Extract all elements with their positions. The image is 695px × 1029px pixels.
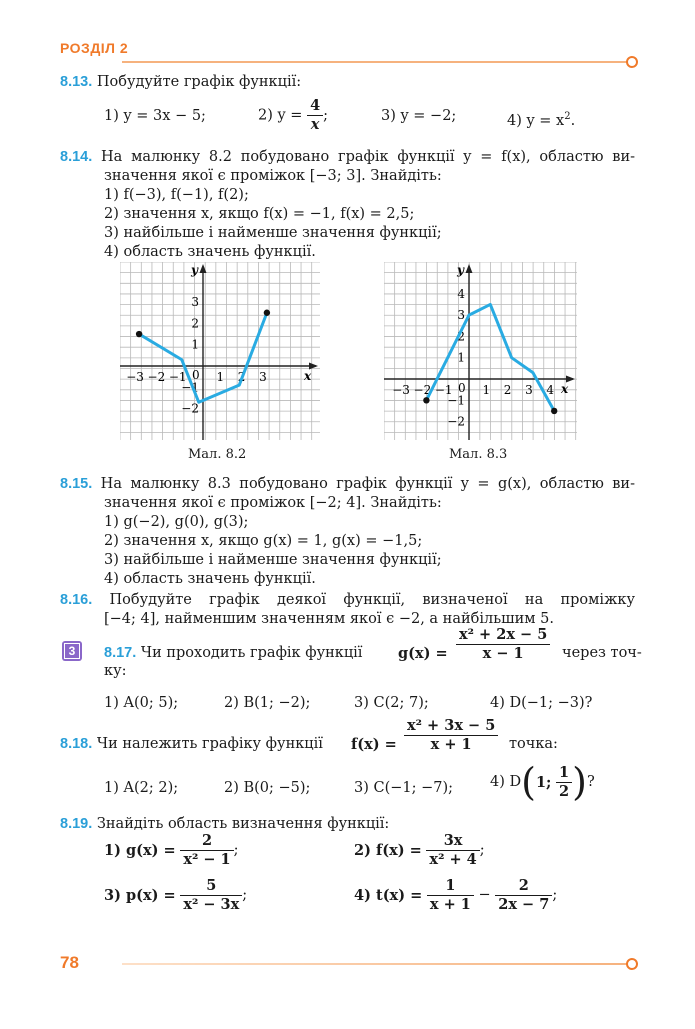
problem-number: 8.18. (60, 736, 93, 752)
y-tick-label: −2 (181, 401, 199, 416)
problem-8-14-task-2: 2) значення x, якщо f(x) = −1, f(x) = 2,5; (104, 206, 415, 222)
endpoint-dot (423, 397, 429, 403)
figure-caption-8-3: Мал. 8.3 (449, 447, 508, 462)
fraction-denominator: x + 1 (429, 896, 471, 913)
fraction-denominator: 2x − 7 (498, 896, 550, 913)
x-tick-label: −3 (392, 383, 410, 397)
header-dot-icon (626, 56, 638, 68)
x-axis-label: x (304, 369, 312, 383)
endpoint-dot (136, 331, 142, 337)
problem-8-14-task-1: 1) f(−3), f(−1), f(2); (104, 187, 249, 203)
y-arrow-icon (466, 264, 473, 273)
page-number: 78 (60, 953, 79, 972)
item-end: ; (552, 887, 558, 903)
problem-number: 8.19. (60, 816, 93, 832)
fraction (456, 626, 550, 663)
fraction (307, 97, 323, 134)
problem-8-14-task-4: 4) область значень функції. (104, 244, 316, 260)
point-label: 4) D (490, 774, 522, 790)
paren-open: ( (521, 760, 536, 804)
fraction (556, 764, 572, 801)
problem-8-13-item-4 (507, 107, 575, 131)
y-tick-label: 1 (191, 337, 199, 352)
y-tick-label: 4 (457, 286, 465, 301)
fraction (180, 877, 242, 914)
function-label: 1) g(x) = (104, 842, 176, 859)
problem-text: На малюнку 8.2 побудовано графік функції y = f(x), областю ви- (101, 149, 636, 165)
x-tick-label: 1 (482, 383, 491, 397)
fraction-numerator: 1 (556, 764, 572, 783)
fraction-numerator: x² + 2x − 5 (456, 626, 550, 645)
fraction (427, 877, 474, 914)
x-tick-label: 4 (546, 383, 555, 397)
problem-8-13-item-3: 3) y = −2; (381, 108, 457, 124)
problem-8-19-item-3 (104, 877, 247, 914)
x-tick-label: −2 (413, 383, 432, 397)
problem-8-17-fraction (456, 626, 550, 663)
x-tick-label: 2 (237, 370, 246, 384)
fraction-denominator: x² + 4 (429, 851, 477, 868)
item-end: ; (323, 107, 329, 124)
problem-8-15-task-1: 1) g(−2), g(0), g(3); (104, 514, 249, 530)
problem-8-18-option-3: 3) C(−1; −7); (354, 780, 454, 796)
section-title: РОЗДІЛ 2 (60, 40, 129, 56)
function-label: 2) f(x) = (354, 842, 422, 859)
problem-8-18-option-4 (490, 760, 595, 804)
problem-8-17-option-4: 4) D(−1; −3)? (490, 695, 593, 711)
fraction-numerator: 2 (495, 877, 552, 896)
badge-number: 3 (64, 643, 80, 659)
problem-8-14-line-1 (60, 148, 635, 167)
problem-8-19-item-2 (354, 832, 485, 869)
endpoint-dot (264, 310, 270, 316)
problem-8-19-item-4 (354, 877, 557, 914)
problem-8-17-lead (104, 644, 362, 663)
problem-8-17-line-2: ку: (104, 663, 127, 679)
fraction-numerator: 1 (427, 877, 474, 896)
fraction-denominator: x (310, 116, 320, 133)
x-tick-label: −2 (147, 370, 166, 384)
problem-text: Чи належить графіку функції (96, 736, 323, 752)
problem-number: 8.15. (60, 476, 93, 492)
fraction-numerator: 5 (180, 877, 242, 896)
problem-number: 8.17. (104, 645, 137, 661)
header-divider (122, 61, 627, 63)
x-tick-label: 2 (503, 383, 512, 397)
problem-8-15-line-2: значення якої є проміжок [−2; 4]. Знайдіть: (104, 495, 442, 511)
problem-text: Знайдіть область визначення функції: (96, 816, 390, 832)
problem-8-15-task-2: 2) значення x, якщо g(x) = 1, g(x) = −1,5; (104, 533, 423, 549)
problem-text: На малюнку 8.3 побудовано графік функції y = g(x), областю ви- (100, 476, 635, 492)
y-tick-label: −1 (447, 393, 465, 408)
item-end: . (570, 112, 576, 129)
problem-8-18-option-2: 2) B(0; −5); (224, 780, 311, 796)
problem-number: 8.16. (60, 592, 93, 608)
problem-8-17-tail: через точ- (562, 645, 642, 661)
figure-8-3 (384, 262, 577, 440)
problem-8-15-line-1 (60, 475, 635, 494)
y-axis-label: y (191, 263, 198, 277)
problem-8-17-option-3: 3) C(2; 7); (354, 695, 429, 711)
y-tick-label: 3 (191, 295, 199, 310)
x-tick-label: −3 (126, 370, 144, 384)
problem-8-18-fraction (404, 717, 498, 754)
problem-8-13-item-2 (258, 97, 328, 134)
problem-8-14-task-3: 3) найбільше і найменше значення функції; (104, 225, 442, 241)
item-end: ; (479, 842, 485, 858)
problem-number: 8.13. (60, 74, 93, 90)
x-tick-label: −1 (434, 383, 453, 397)
fraction (404, 717, 498, 754)
y-tick-label: 2 (457, 329, 465, 344)
figure-8-2 (120, 262, 320, 440)
function-label: 3) p(x) = (104, 887, 176, 904)
fraction-numerator: 3x (426, 832, 479, 851)
function-label: 4) t(x) = (354, 887, 423, 904)
problem-8-15-task-3: 3) найбільше і найменше значення функції; (104, 552, 442, 568)
minus-sign: − (478, 887, 491, 903)
problem-text: Чи проходить графік функції (140, 645, 363, 661)
x-tick-label: 3 (525, 383, 533, 397)
problem-8-18-lead (60, 735, 323, 754)
question-mark: ? (586, 774, 595, 790)
y-axis-label: y (457, 263, 464, 277)
y-tick-label: 2 (191, 316, 199, 331)
problem-8-16-line-1 (60, 591, 635, 610)
problem-text: Побудуйте графік функції: (96, 74, 302, 90)
problem-8-17-option-2: 2) B(1; −2); (224, 695, 311, 711)
origin-label: 0 (458, 381, 466, 395)
fraction-numerator: 4 (307, 97, 323, 116)
problem-8-18-fn: f(x) = (351, 736, 397, 753)
problem-8-17-option-1: 1) A(0; 5); (104, 695, 179, 711)
fraction-denominator: x + 1 (430, 736, 472, 753)
problem-8-18-tail: точка: (509, 736, 558, 752)
problem-8-13-item-1: 1) y = 3x − 5; (104, 108, 206, 124)
fraction (180, 832, 233, 869)
item-label: 4) y = x (507, 112, 565, 129)
x-tick-label: 3 (259, 370, 267, 384)
y-tick-label: 3 (457, 308, 465, 323)
problem-8-15-task-4: 4) область значень функції. (104, 571, 316, 587)
fraction-denominator: x − 1 (482, 645, 524, 662)
fraction (426, 832, 479, 869)
problem-8-18-option-1: 1) A(2; 2); (104, 780, 179, 796)
exponent: 2 (564, 111, 571, 122)
item-end: ; (233, 842, 239, 858)
problem-8-19-item-1 (104, 832, 239, 869)
y-tick-label: −1 (181, 380, 199, 395)
x-tick-label: −1 (168, 370, 187, 384)
x-tick-label: 1 (216, 370, 225, 384)
figure-caption-8-2: Мал. 8.2 (188, 447, 247, 462)
fraction-2 (495, 877, 552, 914)
problem-text: Побудуйте графік деякої функції, визначеної на проміжку (109, 592, 635, 608)
fraction-numerator: x² + 3x − 5 (404, 717, 498, 736)
x-axis-label: x (561, 382, 569, 396)
fraction-numerator: 2 (180, 832, 233, 851)
problem-8-16-line-2: [−4; 4], найменшим значенням якої є −2, а найбільшим 5. (104, 611, 554, 627)
coord-x: 1; (535, 774, 552, 791)
fraction-denominator: x² − 1 (183, 851, 231, 868)
paren-close: ) (572, 760, 587, 804)
y-tick-label: −2 (447, 414, 465, 429)
fraction-denominator: 2 (559, 783, 570, 800)
problem-8-14-line-2: значення якої є проміжок [−3; 3]. Знайдіть: (104, 168, 442, 184)
problem-8-13 (60, 73, 301, 92)
problem-number: 8.14. (60, 149, 93, 165)
problem-8-17-fn: g(x) = (398, 645, 448, 662)
item-end: ; (242, 887, 248, 903)
fraction-denominator: x² − 3x (183, 896, 240, 913)
level-badge-icon (62, 641, 82, 661)
item-label: 2) y = (258, 107, 303, 124)
y-tick-label: 1 (457, 350, 465, 365)
footer-dot-icon (626, 958, 638, 970)
origin-label: 0 (192, 368, 200, 382)
footer-divider (122, 963, 627, 965)
endpoint-dot (551, 408, 557, 414)
